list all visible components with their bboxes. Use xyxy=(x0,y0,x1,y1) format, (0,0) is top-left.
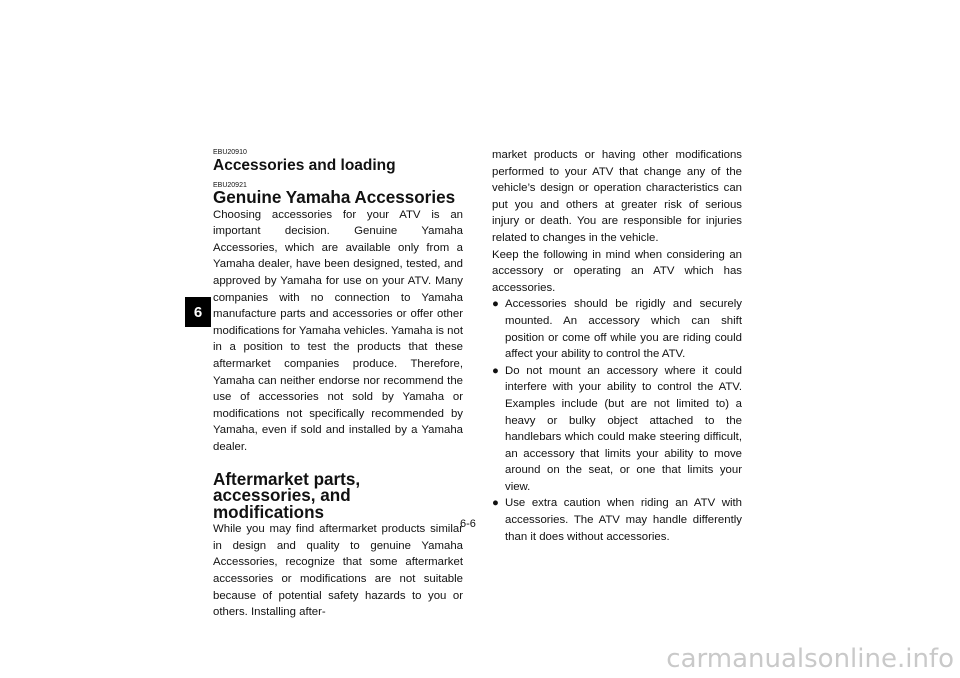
section-code: EBU20910 xyxy=(213,149,247,156)
subtitle-genuine-accessories: Genuine Yamaha Accessories xyxy=(213,188,456,207)
chapter-tab xyxy=(185,297,211,327)
paragraph-genuine-accessories: Choosing accessories for your ATV is an important decision. Genuine Yamaha Accessories, which are available only from a Yamaha dealer, have been designed, tested, and approved by Yamaha for use on your ATV. Many companies with no connection to Yamaha manufacture parts and accessories or offer other modifications for Yamaha vehicles. Yamaha is not in a position to test the products that these aftermarket companies produce. Therefore, Yamaha can neither endorse nor recommend the use of accessories not sold by Yamaha or modifications not specifically recommended by Yamaha, even if sold and installed by a Yamaha dealer. xyxy=(213,208,463,453)
page-title: Accessories and loading xyxy=(213,157,396,174)
paragraph-keep-in-mind: Keep the following in mind when considering an accessory or operating an ATV which has accessories. xyxy=(492,248,742,294)
paragraph-continued: market products or having other modifications performed to your ATV that change any of the vehicle’s design or operation characteristics can put you and others at greater risk of serious injury or death. You are responsible for injuries related to changes in the vehicle. xyxy=(492,149,742,244)
subsection-code: EBU20921 xyxy=(213,182,247,189)
subtitle-aftermarket: Aftermarket parts, accessories, and modifications xyxy=(213,469,361,522)
watermark: carmanualsonline.info xyxy=(666,644,954,674)
list-item: ● Accessories should be rigidly and securely mounted. An accessory which can shift position or come off while you are riding could affect your ability to control the ATV. xyxy=(492,298,742,361)
page-number: 6-6 xyxy=(460,518,476,530)
paragraph-aftermarket: While you may find aftermarket products similar in design and quality to genuine Yamaha Accessories, recognize that some aftermarket accessories or modifications are not suitable because of potential safety hazards to you or others. Installing after- xyxy=(213,523,463,619)
right-column xyxy=(492,147,742,545)
chapter-tab-number: 6 xyxy=(193,303,203,321)
bullet-list xyxy=(492,296,742,545)
list-item: ● Use extra caution when riding an ATV with accessories. The ATV may handle differently than it does without accessories. xyxy=(492,497,742,543)
list-item: ● Do not mount an accessory where it could interfere with your ability to control the ATV. Examples include (but are not limited to) a heavy or bulky object attached to the handlebars which could make steering difficult, an accessory that limits your ability to move around on the seat, or one that limits your view. xyxy=(492,364,742,493)
bullet-icon: ● xyxy=(492,298,499,311)
left-column xyxy=(213,149,463,621)
bullet-icon: ● xyxy=(492,497,499,510)
bullet-icon: ● xyxy=(492,364,499,377)
